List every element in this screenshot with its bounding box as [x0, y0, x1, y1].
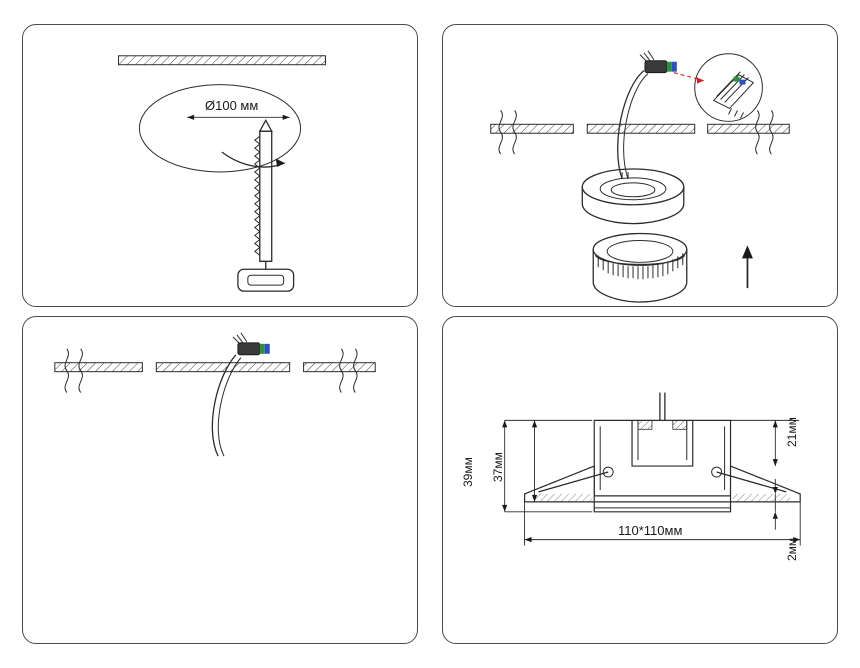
step-1-drawing [23, 25, 417, 306]
module-ribs [595, 253, 685, 279]
ceiling-hatch-strip [119, 56, 326, 65]
panel-step-1 [22, 24, 418, 307]
hole-diameter-dimension [187, 115, 289, 120]
insert-arrow-up [742, 245, 753, 288]
section-outline [525, 420, 801, 511]
round-module-body [593, 234, 687, 303]
panel-step-4 [442, 316, 838, 644]
frame-size-label: 110*110мм [618, 523, 683, 538]
upper-part-height-label: 21мм [785, 417, 799, 447]
cable-stub [660, 393, 665, 421]
flange-thickness-label: 2мм [785, 537, 799, 561]
panel-step-2 [442, 24, 838, 307]
body-height-label: 37мм [491, 452, 505, 482]
terminal-block-detail-circle [674, 54, 763, 122]
hole-diameter-label: Ø100 мм [205, 98, 259, 113]
panel-step-3 [22, 316, 418, 644]
step-3-drawing [23, 317, 417, 643]
terminal-block [714, 72, 754, 119]
ceiling-hatch-strip [55, 363, 375, 372]
ceiling-hatch-strip [491, 124, 789, 133]
hole-saw-tool [238, 120, 294, 291]
terminal-plug [640, 51, 677, 73]
round-module-top [582, 169, 683, 224]
terminal-plug [233, 333, 270, 355]
overall-height-label: 39мм [461, 457, 475, 487]
step-2-drawing [443, 25, 837, 306]
